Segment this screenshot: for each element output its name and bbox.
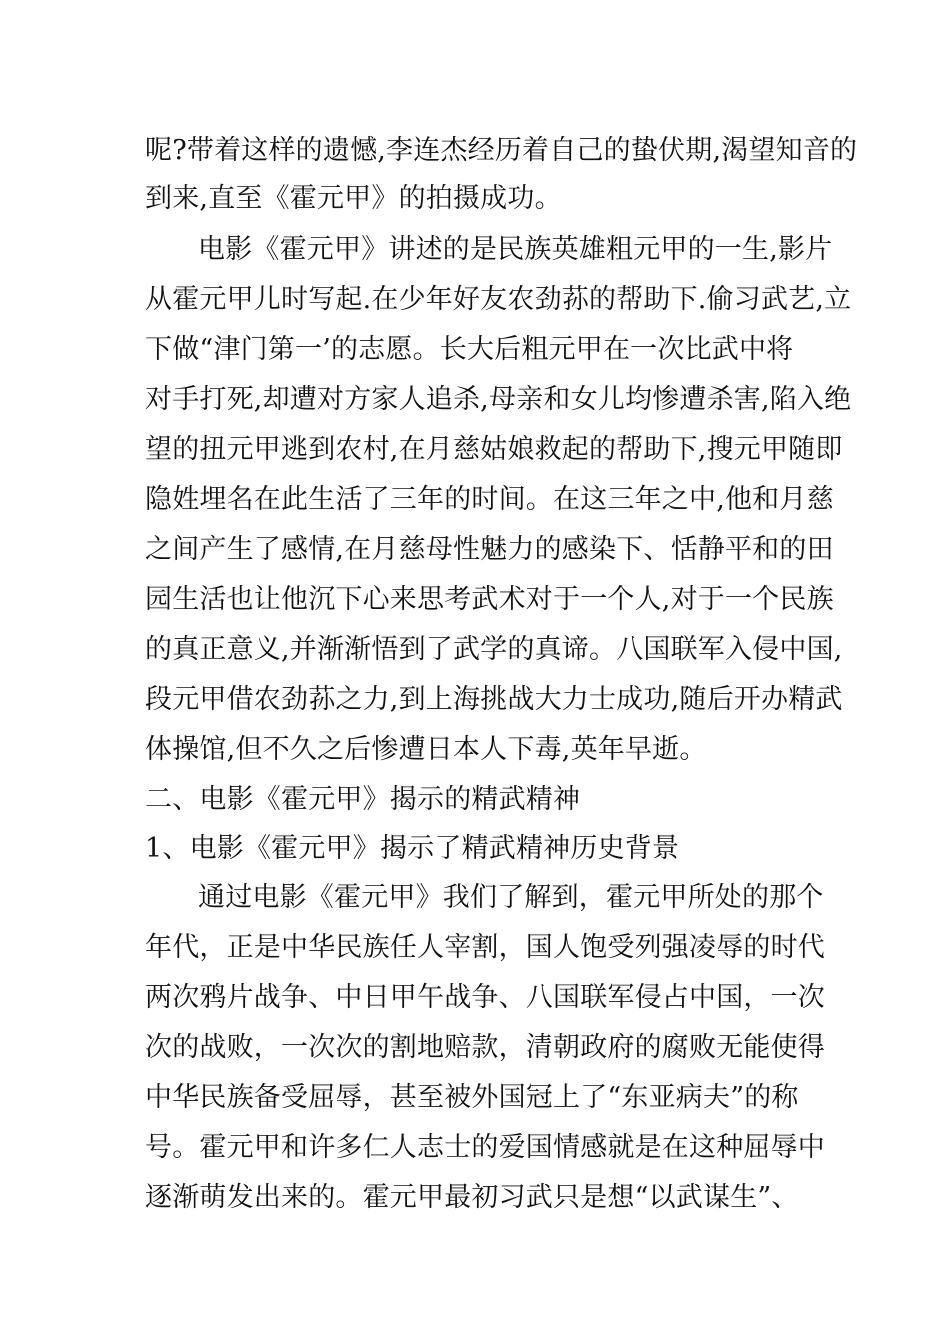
text-line: 呢?带着这样的遗憾,李连杰经历着自己的蛰伏期,渴望知音的 xyxy=(145,135,858,166)
text-line: 号。霍元甲和许多仁人志士的爱国情感就是在这种屈辱中 xyxy=(145,1132,825,1163)
text-line: 到来,直至《霍元甲》的拍摄成功。 xyxy=(145,183,562,214)
paragraph-first-line: 通过电影《霍元甲》我们了解到，霍元甲所处的那个 xyxy=(198,882,824,913)
text-line: 中华民族备受屈辱，甚至被外国冠上了“东亚病夫”的称 xyxy=(145,1082,799,1113)
subsection-heading: 1、电影《霍元甲》揭示了精武精神历史背景 xyxy=(145,833,680,864)
text-line: 对手打死,却遭对方家人追杀,母亲和女儿均惨遭杀害,陷入绝 xyxy=(145,384,852,415)
text-line: 逐渐萌发出来的。霍元甲最初习武只是想“以武谋生”、 xyxy=(145,1182,799,1213)
text-line: 的真正意义,并渐渐悟到了武学的真谛。八国联军入侵中国, xyxy=(145,634,843,665)
text-line: 之间产生了感情,在月慈母性魅力的感染下、恬静平和的田 xyxy=(145,534,834,565)
text-line: 体操馆,但不久之后惨遭日本人下毒,英年早逝。 xyxy=(145,734,707,765)
text-line: 段元甲借农劲荪之力,到上海挑战大力士成功,随后开办精武 xyxy=(145,684,843,715)
text-line: 年代，正是中华民族任人宰割，国人饱受列强凌辱的时代 xyxy=(145,932,825,963)
text-line: 从霍元甲儿时写起.在少年好友农劲荪的帮助下.偷习武艺,立 xyxy=(145,284,852,315)
text-line: 隐姓埋名在此生活了三年的时间。在这三年之中,他和月慈 xyxy=(145,484,834,515)
text-line: 次的战败，一次次的割地赔款，清朝政府的腐败无能使得 xyxy=(145,1032,825,1063)
text-line: 园生活也让他沉下心来思考武术对于一个人,对于一个民族 xyxy=(145,584,834,615)
text-line: 下做“津门第一’的志愿。长大后粗元甲在一次比武中将 xyxy=(145,334,794,365)
text-line: 两次鸦片战争、中日甲午战争、八国联军侵占中国，一次 xyxy=(145,982,825,1013)
section-heading: 二、电影《霍元甲》揭示的精武精神 xyxy=(145,784,581,815)
paragraph-first-line: 电影《霍元甲》讲述的是民族英雄粗元甲的一生,影片 xyxy=(198,234,833,265)
text-line: 望的扭元甲逃到农村,在月慈姑娘救起的帮助下,搜元甲随即 xyxy=(145,434,843,465)
